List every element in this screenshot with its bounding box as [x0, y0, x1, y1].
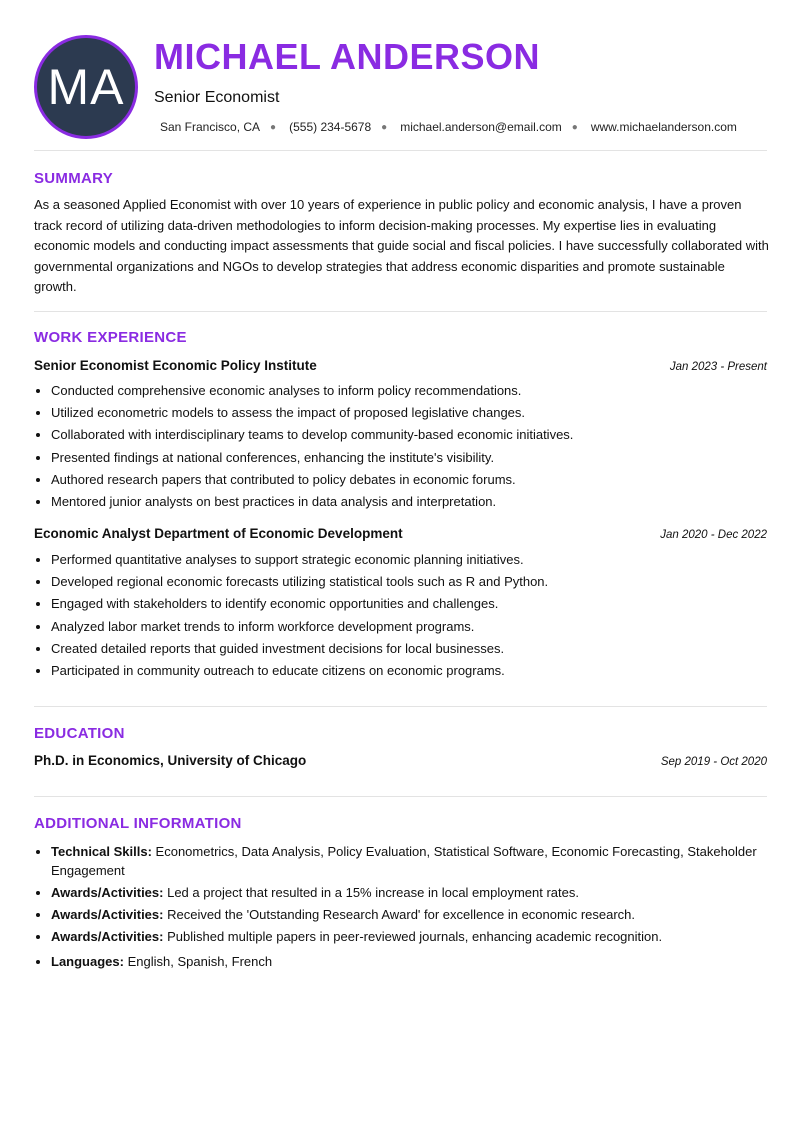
additional-heading: ADDITIONAL INFORMATION	[34, 815, 242, 832]
separator-dot-icon: ●	[571, 121, 578, 133]
candidate-title: Senior Economist	[154, 89, 280, 106]
list-item: • Presented findings at national conferences, enhancing the institute's visibility.	[51, 447, 767, 469]
avatar-initials: MA	[47, 59, 125, 115]
contact-bar	[160, 120, 737, 134]
job-role: Economic Analyst Department of Economic Development	[34, 526, 403, 541]
item-label: Awards/Activities:	[51, 929, 164, 944]
job-header	[34, 526, 767, 541]
education-degree: Ph.D. in Economics, University of Chicago	[34, 753, 307, 768]
education-heading: EDUCATION	[34, 725, 125, 742]
item-label: Languages:	[51, 954, 124, 969]
candidate-name: MICHAEL ANDERSON	[154, 36, 541, 77]
separator-dot-icon: ●	[381, 121, 388, 133]
divider	[34, 796, 767, 797]
item-text: Led a project that resulted in a 15% increase in local employment rates.	[167, 885, 579, 900]
avatar	[34, 35, 138, 139]
list-item: • Participated in community outreach to educate citizens on economic programs.	[51, 660, 767, 682]
divider	[34, 311, 767, 312]
list-item: • Utilized econometric models to assess the impact of proposed legislative changes.	[51, 402, 767, 424]
contact-location: San Francisco, CA	[160, 120, 261, 134]
additional-list	[34, 842, 767, 974]
list-item: • Developed regional economic forecasts utilizing statistical tools such as R and Python.	[51, 571, 767, 593]
divider	[34, 706, 767, 707]
education-entry	[34, 753, 767, 768]
experience-heading: WORK EXPERIENCE	[34, 329, 187, 346]
summary-heading: SUMMARY	[34, 170, 114, 187]
list-item	[51, 905, 767, 924]
education-dates: Sep 2019 - Oct 2020	[660, 756, 767, 768]
list-item	[51, 952, 767, 971]
list-item	[51, 842, 767, 880]
list-item: • Collaborated with interdisciplinary teams to develop community-based economic initiatives.	[51, 424, 767, 446]
list-item: • Mentored junior analysts on best practices in data analysis and interpretation.	[51, 491, 767, 513]
contact-website: www.michaelanderson.com	[590, 120, 737, 134]
item-text: English, Spanish, French	[127, 954, 273, 969]
item-text: Econometrics, Data Analysis, Policy Evaluation, Statistical Software, Economic Forecasting, Stakeholder Engagement	[51, 844, 757, 878]
job-bullets	[34, 380, 767, 513]
item-label: Awards/Activities:	[51, 885, 164, 900]
item-label: Technical Skills:	[51, 844, 152, 859]
job-header	[34, 358, 767, 373]
list-item: • Performed quantitative analyses to support strategic economic planning initiatives.	[51, 549, 767, 571]
summary-text: As a seasoned Applied Economist with over 10 years of experience in public policy and economic analysis, I have a proven track record of utilizing data-driven methodologies to inform decision-making processes. My expertise lies in evaluating economic models and conducting impact assessments that guide social and fiscal policies. I have successfully collaborated with governmental organizations and NGOs to develop strategies that address economic disparities and promote sustainable growth.	[34, 197, 769, 294]
job-dates: Jan 2020 - Dec 2022	[660, 529, 767, 541]
item-label: Awards/Activities:	[51, 907, 164, 922]
list-item: • Conducted comprehensive economic analyses to inform policy recommendations.	[51, 380, 767, 402]
contact-phone: (555) 234-5678	[289, 120, 372, 134]
job-bullets	[34, 549, 767, 682]
contact-email: michael.anderson@email.com	[400, 120, 562, 134]
list-item: • Authored research papers that contributed to policy debates in economic forums.	[51, 469, 767, 491]
list-item	[51, 883, 767, 902]
list-item: • Analyzed labor market trends to inform workforce development programs.	[51, 616, 767, 638]
separator-dot-icon: ●	[270, 121, 277, 133]
list-item: • Created detailed reports that guided investment decisions for local businesses.	[51, 638, 767, 660]
job-dates: Jan 2023 - Present	[669, 361, 767, 373]
job-role: Senior Economist Economic Policy Institute	[34, 358, 317, 373]
divider	[34, 150, 767, 151]
item-text: Received the 'Outstanding Research Award' for excellence in economic research.	[167, 907, 636, 922]
list-item: • Engaged with stakeholders to identify economic opportunities and challenges.	[51, 593, 767, 615]
item-text: Published multiple papers in peer-reviewed journals, enhancing academic recognition.	[167, 929, 663, 944]
list-item	[51, 927, 767, 946]
